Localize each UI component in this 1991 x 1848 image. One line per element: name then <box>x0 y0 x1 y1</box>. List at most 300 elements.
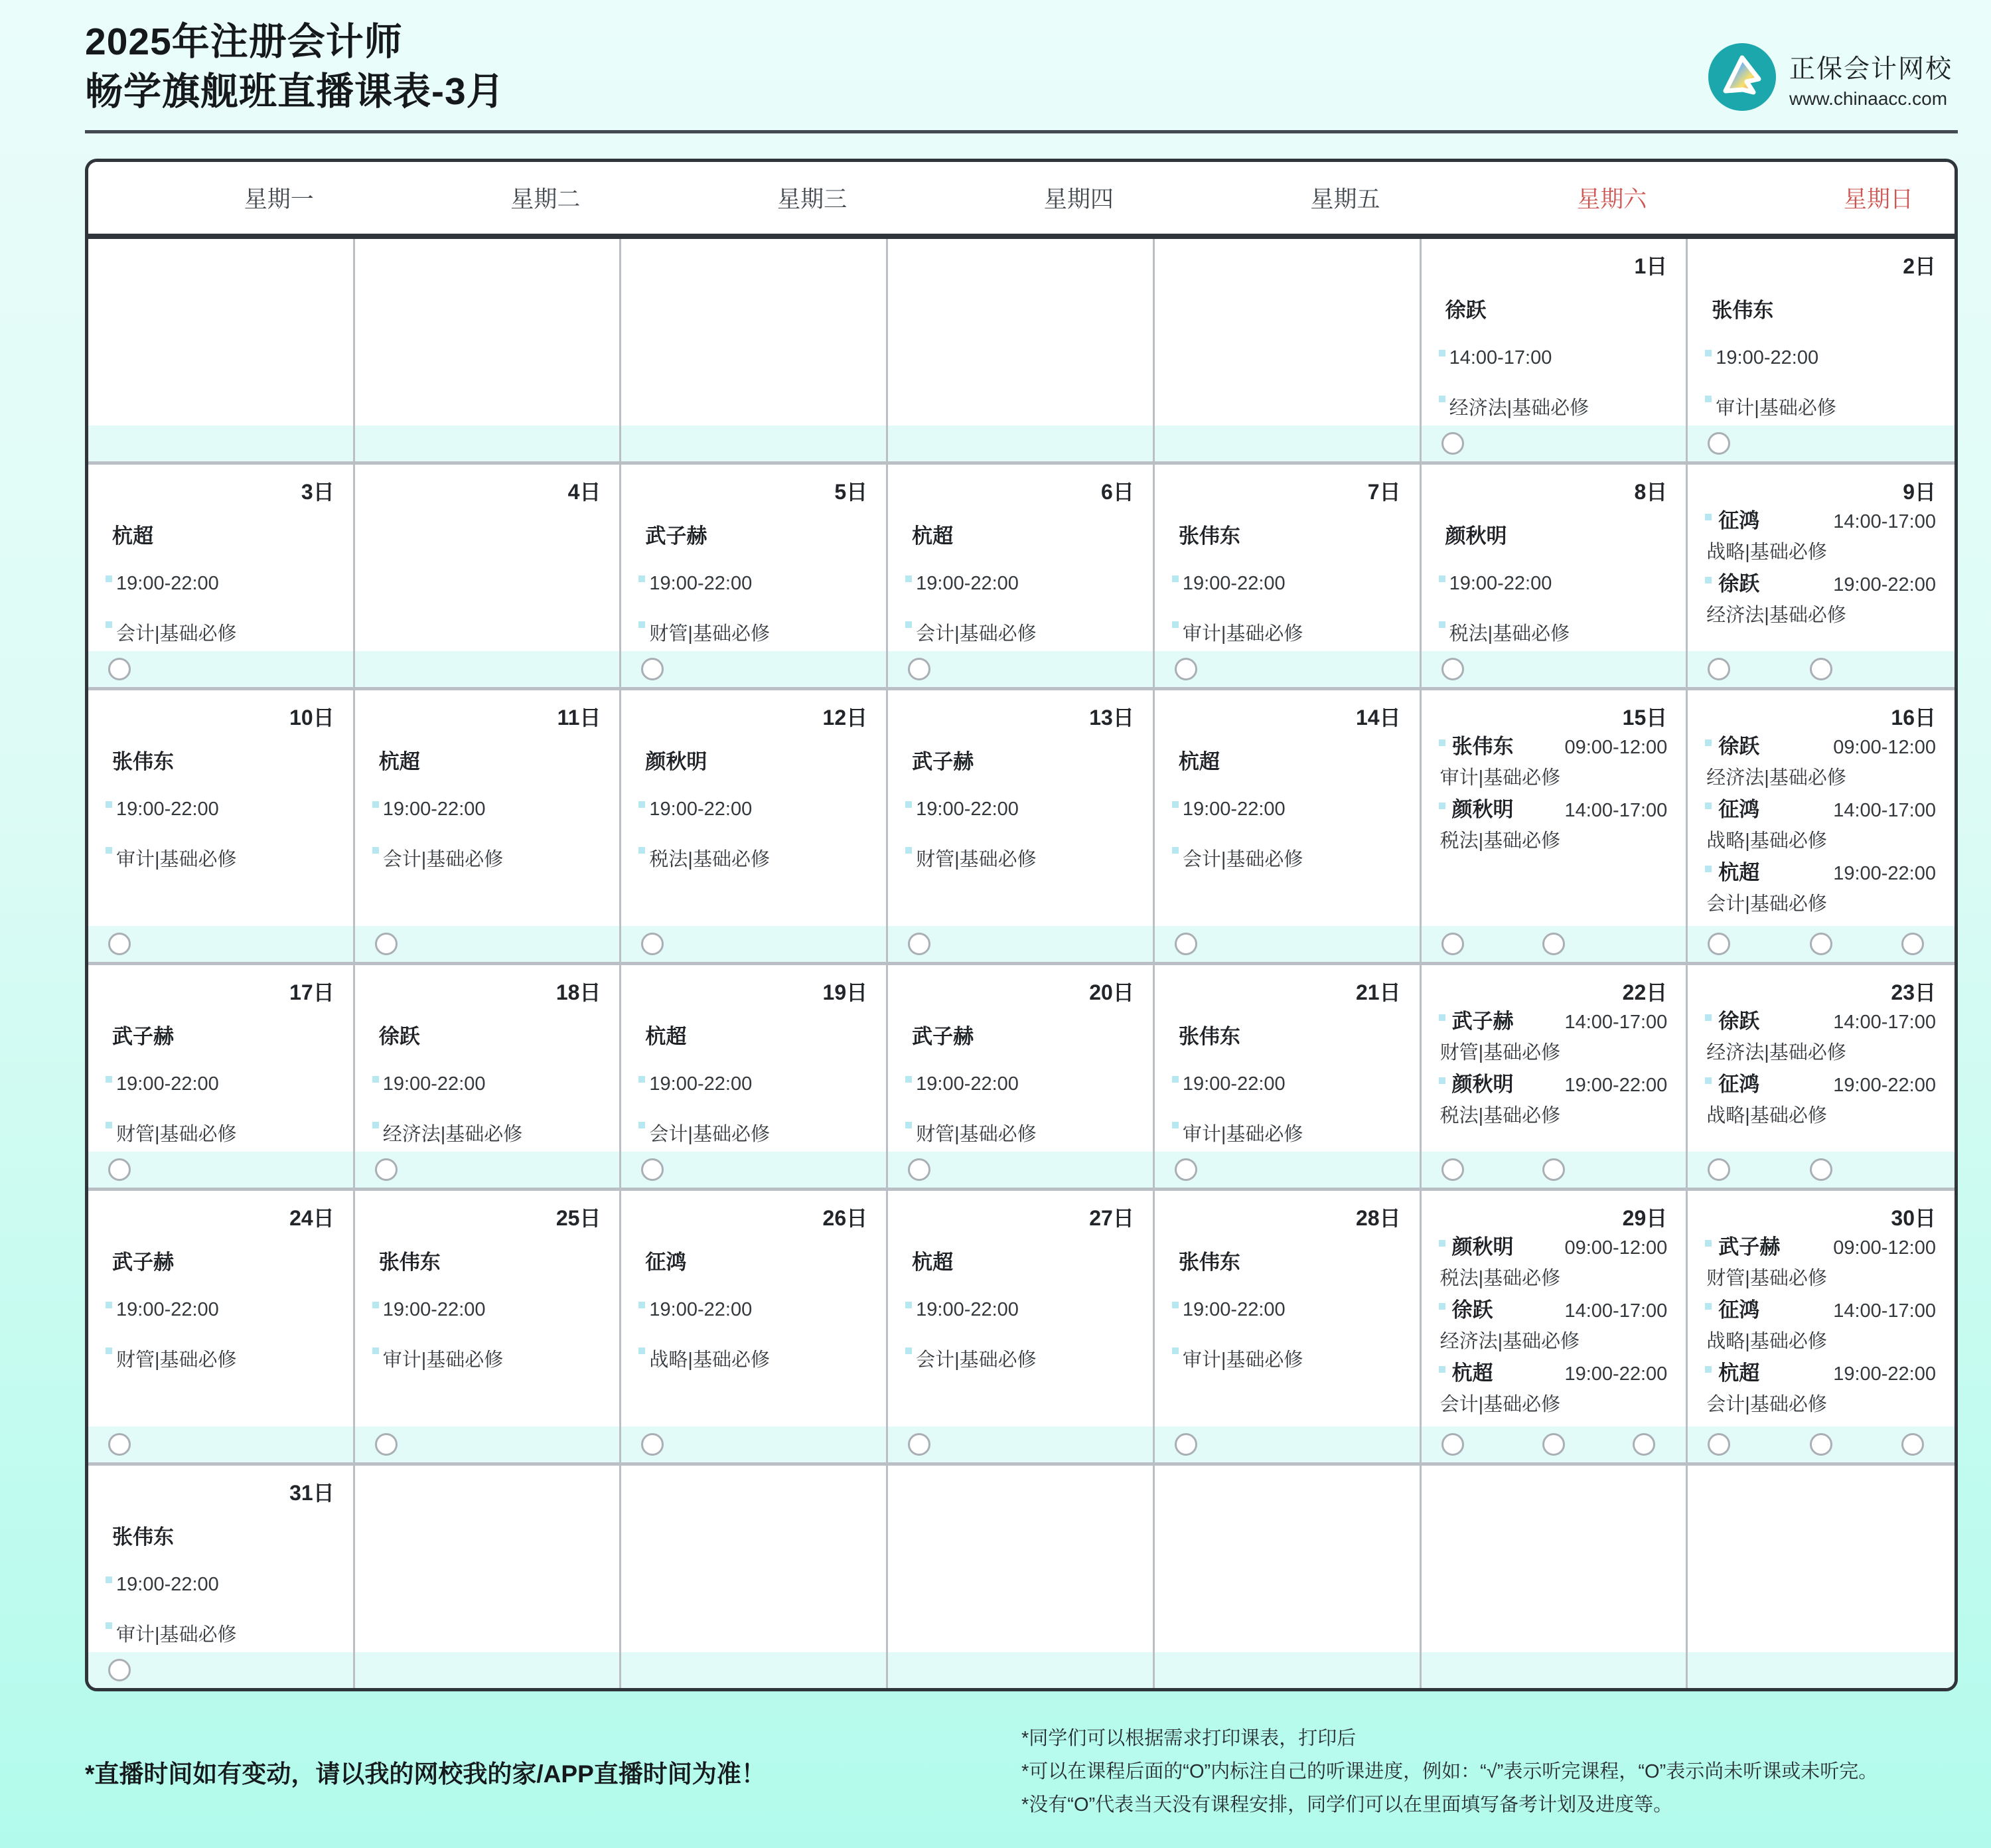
bullet-icon <box>1705 396 1712 402</box>
progress-strip <box>88 651 353 687</box>
session-time: 14:00-17:00 <box>1833 1300 1936 1322</box>
footer-notes <box>85 1722 1958 1821</box>
week-row <box>88 465 1954 690</box>
progress-strip <box>1422 1152 1686 1188</box>
cell-body <box>1688 728 1954 926</box>
progress-circle <box>108 1433 131 1456</box>
bullet-icon <box>638 1122 645 1128</box>
progress-circle <box>1542 1433 1565 1456</box>
cell-body <box>1422 1503 1686 1652</box>
day-number <box>1155 239 1420 276</box>
bullet-icon <box>905 1076 912 1083</box>
session-teacher: 徐跃 <box>1451 1298 1493 1322</box>
calendar-cell <box>621 1466 888 1688</box>
cell-body <box>621 276 886 425</box>
cell-body <box>621 1503 886 1652</box>
day-number: 2日 <box>1903 254 1936 279</box>
session-time: 19:00-22:00 <box>106 799 334 820</box>
calendar-cell <box>1688 1466 1954 1688</box>
bullet-icon <box>1439 1014 1445 1021</box>
progress-circle <box>1810 658 1832 680</box>
session <box>1439 1069 1668 1131</box>
day-number <box>1155 1466 1420 1503</box>
progress-circle <box>1441 432 1464 455</box>
session-course: 税法|基础必修 <box>1439 619 1668 646</box>
session-time: 19:00-22:00 <box>638 799 867 820</box>
session-course: 经济法|基础必修 <box>1706 767 1846 789</box>
session-header <box>1705 1069 1936 1101</box>
progress-circle <box>1441 1158 1464 1181</box>
bullet-icon <box>1439 1366 1445 1373</box>
session-time: 19:00-22:00 <box>1439 573 1668 595</box>
calendar-cell <box>621 1191 888 1462</box>
session-time: 09:00-12:00 <box>1564 737 1668 759</box>
progress-circle <box>375 1433 398 1456</box>
session-time: 19:00-22:00 <box>1564 1363 1668 1385</box>
session-teacher: 徐跃 <box>1718 735 1760 759</box>
progress-circle <box>908 1158 930 1181</box>
session-course: 会计|基础必修 <box>905 1345 1134 1372</box>
day-number: 9日 <box>1903 480 1936 504</box>
session-course: 会计|基础必修 <box>106 619 334 646</box>
calendar-cell <box>1688 1191 1954 1462</box>
session-course: 审计|基础必修 <box>372 1345 601 1372</box>
bullet-icon <box>106 1122 112 1128</box>
calendar-cell <box>888 465 1155 687</box>
bullet-icon <box>106 847 112 854</box>
calendar-cell <box>1688 465 1954 687</box>
bullet-icon <box>1705 1303 1712 1310</box>
calendar-table <box>85 159 1958 1691</box>
progress-circle <box>1708 1158 1730 1181</box>
cell-body <box>88 1503 353 1652</box>
cell-body <box>1688 1503 1954 1652</box>
calendar-cell <box>888 1191 1155 1462</box>
session-time: 14:00-17:00 <box>1833 511 1936 533</box>
progress-circle <box>1810 1158 1832 1181</box>
bullet-icon <box>905 1348 912 1354</box>
session-course: 财管|基础必修 <box>1439 1042 1561 1064</box>
bullet-icon <box>1705 514 1712 520</box>
progress-circle <box>908 1433 930 1456</box>
brand-text <box>1789 48 1953 110</box>
progress-strip <box>888 651 1153 687</box>
bullet-icon <box>106 801 112 808</box>
brand-logo-icon <box>1708 43 1776 114</box>
bullet-icon <box>372 1076 379 1083</box>
cell-body <box>1688 276 1954 425</box>
bullet-icon <box>638 576 645 582</box>
session-course: 审计|基础必修 <box>106 1620 334 1647</box>
session-course: 会计|基础必修 <box>1706 893 1827 915</box>
progress-strip <box>621 1152 886 1188</box>
session-time: 19:00-22:00 <box>106 1073 334 1095</box>
session-course: 会计|基础必修 <box>638 1119 867 1146</box>
bullet-icon <box>1172 801 1179 808</box>
session <box>1705 569 1936 631</box>
session-time: 19:00-22:00 <box>1172 1073 1401 1095</box>
bullet-icon <box>1172 1076 1179 1083</box>
progress-circle <box>641 933 664 955</box>
bullet-icon <box>372 1348 379 1354</box>
week-row <box>88 239 1954 465</box>
cell-body <box>888 502 1153 651</box>
progress-circle <box>641 658 664 680</box>
bullet-icon <box>1705 1014 1712 1021</box>
session-time: 19:00-22:00 <box>1833 1075 1936 1097</box>
day-number <box>355 239 620 276</box>
progress-strip <box>1422 1652 1686 1688</box>
session <box>1439 1358 1668 1420</box>
progress-circle <box>1175 1433 1197 1456</box>
cell-body <box>888 728 1153 926</box>
cell-body <box>621 728 886 926</box>
session-time: 19:00-22:00 <box>1172 799 1401 820</box>
progress-circle <box>1175 1158 1197 1181</box>
session-time: 14:00-17:00 <box>1564 1300 1668 1322</box>
session-time: 19:00-22:00 <box>372 799 601 820</box>
calendar-cell <box>1422 239 1688 461</box>
calendar-cell <box>1155 465 1422 687</box>
session-teacher: 杭超 <box>912 524 954 548</box>
bullet-icon <box>372 801 379 808</box>
day-number <box>888 1466 1153 1503</box>
progress-strip <box>1422 651 1686 687</box>
progress-circle <box>108 658 131 680</box>
footer-left-note: *直播时间如有变动，请以我的网校我的家/APP直播时间为准！ <box>85 1760 766 1788</box>
bullet-icon <box>1439 1240 1445 1247</box>
progress-circle <box>1708 432 1730 455</box>
progress-circle <box>375 1158 398 1181</box>
session <box>1705 795 1936 856</box>
cell-body <box>888 1228 1153 1426</box>
bullet-icon <box>1172 576 1179 582</box>
progress-circle <box>1441 933 1464 955</box>
session-course: 财管|基础必修 <box>1706 1268 1827 1290</box>
session-course: 战略|基础必修 <box>1706 830 1827 852</box>
session-time: 19:00-22:00 <box>638 573 867 595</box>
cell-body <box>1688 1002 1954 1152</box>
session-time: 14:00-17:00 <box>1564 1012 1668 1034</box>
session-time: 19:00-22:00 <box>1833 574 1936 596</box>
calendar-cell <box>1155 1191 1422 1462</box>
day-number <box>88 239 353 276</box>
bullet-icon <box>1439 739 1445 746</box>
progress-strip <box>621 926 886 962</box>
header-divider <box>85 130 1958 133</box>
session-course: 经济法|基础必修 <box>1439 393 1668 420</box>
cell-body <box>88 728 353 926</box>
bullet-icon <box>1705 1240 1712 1247</box>
cell-body <box>888 1503 1153 1652</box>
session-teacher: 张伟东 <box>1178 524 1240 548</box>
bullet-icon <box>1172 847 1179 854</box>
session-time: 19:00-22:00 <box>905 573 1134 595</box>
footer-right-note-3: *没有“O”代表当天没有课程安排，同学们可以在里面填写备考计划及进度等。 <box>1021 1794 1673 1816</box>
day-number: 10日 <box>289 706 334 730</box>
calendar-cell <box>1155 690 1422 962</box>
session-time: 19:00-22:00 <box>905 799 1134 820</box>
cell-body <box>621 502 886 651</box>
session-header <box>1439 1295 1668 1326</box>
bullet-icon <box>905 801 912 808</box>
progress-strip <box>1688 651 1954 687</box>
week-row <box>88 1191 1954 1466</box>
session-teacher: 颜秋明 <box>1451 1073 1514 1097</box>
session-teacher: 徐跃 <box>1718 572 1760 596</box>
session-header <box>1705 1358 1936 1389</box>
day-number: 24日 <box>289 1206 334 1231</box>
session-time: 09:00-12:00 <box>1833 1237 1936 1259</box>
brand-url: www.chinaacc.com <box>1789 88 1948 109</box>
session-course: 战略|基础必修 <box>1706 542 1827 564</box>
progress-circle <box>1810 1433 1832 1456</box>
day-number: 29日 <box>1622 1206 1668 1231</box>
day-number: 28日 <box>1355 1206 1401 1231</box>
day-number: 11日 <box>557 706 601 730</box>
session <box>1705 1232 1936 1294</box>
session-teacher: 张伟东 <box>112 750 174 774</box>
session-course: 财管|基础必修 <box>106 1119 334 1146</box>
bullet-icon <box>1705 577 1712 583</box>
calendar-cell <box>1422 690 1688 962</box>
bullet-icon <box>106 1577 112 1583</box>
session-header <box>1439 1069 1668 1101</box>
calendar-cell <box>621 465 888 687</box>
session-teacher: 张伟东 <box>1178 1251 1240 1274</box>
bullet-icon <box>905 1302 912 1308</box>
bullet-icon <box>372 847 379 854</box>
session-time: 19:00-22:00 <box>1172 573 1401 595</box>
session-course: 审计|基础必修 <box>106 844 334 872</box>
session-teacher: 征鸿 <box>1718 1298 1760 1322</box>
progress-circle <box>108 1158 131 1181</box>
weekday-label: 星期二 <box>510 187 581 213</box>
progress-strip <box>355 1152 620 1188</box>
progress-circle <box>1901 1433 1924 1456</box>
session-course: 审计|基础必修 <box>1172 1345 1401 1372</box>
session-teacher: 杭超 <box>112 524 153 548</box>
progress-circle <box>1633 1433 1655 1456</box>
session-time: 09:00-12:00 <box>1833 737 1936 759</box>
day-number: 12日 <box>822 706 868 730</box>
progress-strip <box>1155 1152 1420 1188</box>
progress-circle <box>1708 658 1730 680</box>
progress-circle <box>641 1158 664 1181</box>
progress-strip <box>888 1152 1153 1188</box>
session <box>1705 858 1936 919</box>
calendar-cell <box>888 239 1155 461</box>
bullet-icon <box>905 576 912 582</box>
session <box>1439 1295 1668 1357</box>
session-teacher: 武子赫 <box>645 524 707 548</box>
session <box>1705 732 1936 793</box>
cell-body <box>355 1002 620 1152</box>
session <box>1705 1069 1936 1131</box>
session-header <box>1705 1232 1936 1263</box>
bullet-icon <box>1439 621 1445 628</box>
session-header <box>1439 732 1668 763</box>
cell-body <box>355 1228 620 1426</box>
session-course: 审计|基础必修 <box>1172 1119 1401 1146</box>
day-number: 20日 <box>1089 980 1134 1005</box>
calendar-cell <box>88 965 355 1188</box>
session-header <box>1705 858 1936 889</box>
session-teacher: 颜秋明 <box>1451 798 1514 822</box>
session-teacher: 征鸿 <box>1718 509 1760 533</box>
bullet-icon <box>1439 576 1445 582</box>
session-time: 19:00-22:00 <box>905 1073 1134 1095</box>
session-course: 审计|基础必修 <box>1705 393 1936 420</box>
brand-block <box>1708 43 1953 114</box>
session-time: 19:00-22:00 <box>106 1574 334 1596</box>
day-number <box>1688 1466 1954 1503</box>
session-time: 14:00-17:00 <box>1439 347 1668 369</box>
progress-strip <box>1688 1152 1954 1188</box>
calendar-cell <box>1688 690 1954 962</box>
page-header <box>85 17 1958 117</box>
footer-right-note-2: *可以在课程后面的“O”内标注自己的听课进度，例如：“√”表示听完课程，“O”表示尚未听课或未听完。 <box>1021 1761 1878 1783</box>
day-number: 17日 <box>289 980 334 1005</box>
day-number: 18日 <box>555 980 601 1005</box>
session-teacher: 徐跃 <box>378 1025 420 1049</box>
bullet-icon <box>905 847 912 854</box>
session-teacher: 张伟东 <box>378 1251 441 1274</box>
session-teacher: 张伟东 <box>1451 735 1514 759</box>
calendar-cell <box>1688 965 1954 1188</box>
session <box>1439 795 1668 856</box>
bullet-icon <box>1172 1348 1179 1354</box>
session-time: 14:00-17:00 <box>1833 1012 1936 1034</box>
bullet-icon <box>638 1076 645 1083</box>
session-course: 审计|基础必修 <box>1439 767 1561 789</box>
cell-body <box>355 728 620 926</box>
cell-body <box>1155 1228 1420 1426</box>
session-course: 会计|基础必修 <box>1706 1394 1827 1416</box>
day-number <box>621 239 886 276</box>
bullet-icon <box>1705 350 1712 356</box>
weekday-label: 星期日 <box>1843 187 1913 213</box>
progress-strip <box>88 1152 353 1188</box>
progress-strip <box>1155 651 1420 687</box>
bullet-icon <box>638 621 645 628</box>
day-number: 5日 <box>834 480 868 504</box>
calendar-cell <box>355 690 622 962</box>
session-teacher: 杭超 <box>1451 1361 1493 1385</box>
session-header <box>1439 1358 1668 1389</box>
bullet-icon <box>1705 739 1712 746</box>
cell-body <box>888 1002 1153 1152</box>
session <box>1439 732 1668 793</box>
bullet-icon <box>106 1348 112 1354</box>
day-number: 31日 <box>289 1481 334 1505</box>
calendar-cell <box>888 690 1155 962</box>
calendar-cell <box>355 1466 622 1688</box>
session-header <box>1705 1006 1936 1038</box>
session-time: 19:00-22:00 <box>1833 1363 1936 1385</box>
session-teacher: 武子赫 <box>1451 1010 1514 1034</box>
cell-body <box>88 276 353 425</box>
progress-circle <box>1175 933 1197 955</box>
cell-body <box>1422 1002 1686 1152</box>
session-course: 战略|基础必修 <box>638 1345 867 1372</box>
day-number <box>888 239 1153 276</box>
bullet-icon <box>1439 1303 1445 1310</box>
calendar-cell <box>355 465 622 687</box>
progress-strip <box>1688 926 1954 962</box>
session-time: 19:00-22:00 <box>1564 1075 1668 1097</box>
session-teacher: 徐跃 <box>1718 1010 1760 1034</box>
progress-strip <box>888 425 1153 461</box>
session-header <box>1439 1006 1668 1038</box>
bullet-icon <box>1705 1077 1712 1084</box>
progress-strip <box>888 926 1153 962</box>
calendar-cell <box>621 965 888 1188</box>
session-time: 19:00-22:00 <box>905 1299 1134 1321</box>
session <box>1705 1358 1936 1420</box>
bullet-icon <box>106 621 112 628</box>
session <box>1705 506 1936 568</box>
session-course: 税法|基础必修 <box>1439 830 1561 852</box>
session-teacher: 颜秋明 <box>1451 1235 1514 1259</box>
session-teacher: 武子赫 <box>912 1025 974 1049</box>
bullet-icon <box>638 847 645 854</box>
session-header <box>1705 732 1936 763</box>
cell-body <box>621 1228 886 1426</box>
weekday-label: 星期一 <box>244 187 314 213</box>
progress-circle <box>1441 1433 1464 1456</box>
session-teacher: 颜秋明 <box>645 750 707 774</box>
progress-strip <box>88 425 353 461</box>
session-course: 会计|基础必修 <box>905 619 1134 646</box>
calendar-cell <box>888 1466 1155 1688</box>
session-teacher: 武子赫 <box>112 1251 174 1274</box>
session-teacher: 武子赫 <box>912 750 974 774</box>
progress-circle <box>1810 933 1832 955</box>
day-number: 15日 <box>1622 706 1668 730</box>
day-number: 19日 <box>822 980 868 1005</box>
calendar-cell <box>88 690 355 962</box>
progress-circle <box>1175 658 1197 680</box>
session-time: 19:00-22:00 <box>1705 347 1936 369</box>
session-teacher: 武子赫 <box>112 1025 174 1049</box>
bullet-icon <box>638 801 645 808</box>
day-number: 7日 <box>1367 480 1401 504</box>
cell-body <box>1422 1228 1686 1426</box>
footer-right-notes <box>1021 1722 1958 1821</box>
cell-body <box>1155 1503 1420 1652</box>
bullet-icon <box>106 1622 112 1629</box>
progress-circle <box>1542 1158 1565 1181</box>
session-teacher: 征鸿 <box>1718 798 1760 822</box>
progress-strip <box>88 1426 353 1462</box>
day-number: 22日 <box>1622 980 1668 1005</box>
progress-circle <box>1708 1433 1730 1456</box>
session-teacher: 武子赫 <box>1718 1235 1781 1259</box>
day-number: 23日 <box>1891 980 1936 1005</box>
progress-strip <box>1422 926 1686 962</box>
calendar-cell <box>88 1466 355 1688</box>
cell-body <box>1688 1228 1954 1426</box>
progress-strip <box>88 1652 353 1688</box>
cell-body <box>1155 728 1420 926</box>
page-title-line2: 畅学旗舰班直播课表-3月 <box>85 70 505 114</box>
session-time: 19:00-22:00 <box>638 1299 867 1321</box>
bullet-icon <box>905 1122 912 1128</box>
day-number: 1日 <box>1634 254 1668 279</box>
session-course: 财管|基础必修 <box>905 844 1134 872</box>
session-course: 税法|基础必修 <box>1439 1268 1561 1290</box>
